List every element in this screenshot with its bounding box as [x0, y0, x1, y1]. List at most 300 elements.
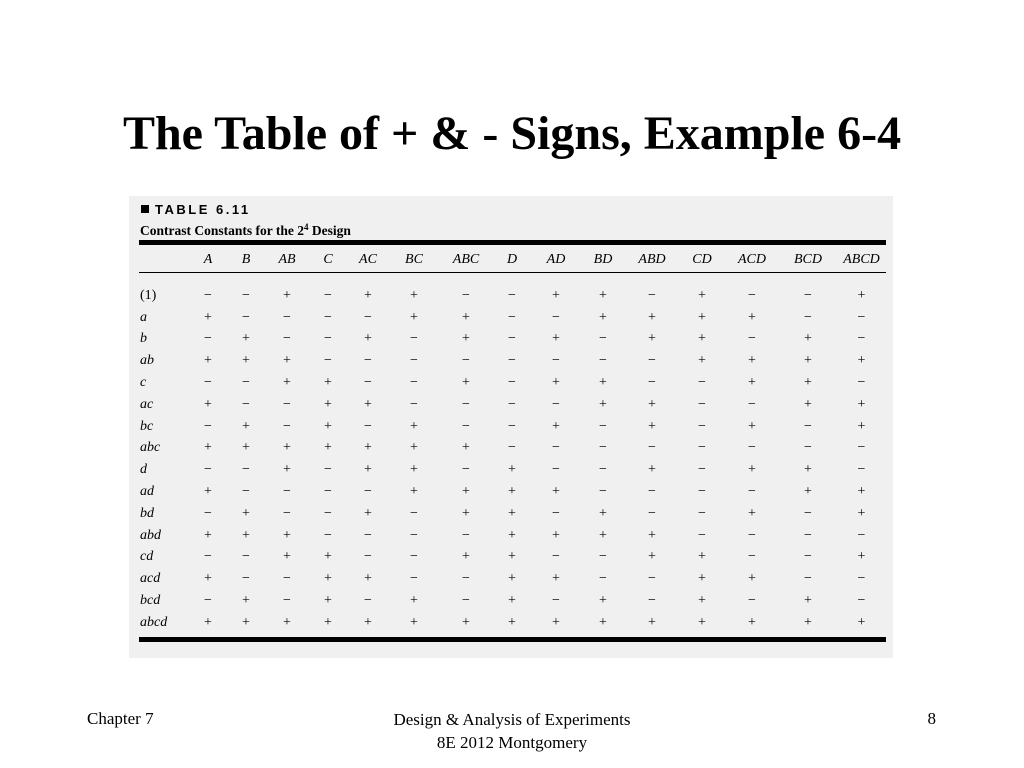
sign-cell: − — [242, 287, 250, 303]
sign-cell: − — [283, 505, 291, 521]
sign-cell: − — [324, 353, 332, 369]
sign-cell: + — [857, 396, 866, 412]
sign-cell: − — [804, 418, 812, 434]
sign-cell: − — [462, 593, 470, 609]
sign-cell: + — [698, 353, 706, 369]
sign-cell: − — [410, 331, 418, 347]
sign-cell: + — [508, 549, 516, 565]
sign-cell: − — [410, 396, 418, 412]
sign-cell: − — [283, 396, 291, 412]
sign-cell: − — [204, 375, 212, 391]
caption-prefix: Contrast Constants for the 2 — [140, 223, 304, 238]
sign-cell: − — [410, 375, 418, 391]
sign-cell: − — [324, 309, 332, 325]
sign-cell: − — [204, 593, 212, 609]
sign-cell: − — [508, 331, 516, 347]
sign-cell: + — [857, 418, 866, 434]
sign-cell: + — [410, 418, 418, 434]
sign-cell: − — [648, 505, 656, 521]
sign-cell: − — [462, 353, 470, 369]
run-label: acd — [140, 571, 161, 587]
sign-cell: + — [410, 614, 418, 630]
sign-cell: + — [748, 505, 756, 521]
sign-cell: − — [698, 462, 706, 478]
table-row — [139, 503, 886, 525]
sign-cell: − — [462, 418, 470, 434]
sign-cell: − — [364, 353, 372, 369]
table-row — [139, 372, 886, 394]
header-row — [139, 247, 886, 273]
table-label — [141, 202, 251, 218]
sign-cell: − — [648, 375, 656, 391]
table-row — [139, 285, 886, 307]
column-header: BC — [405, 252, 423, 267]
sign-cell: − — [552, 396, 560, 412]
footer-page-number: 8 — [927, 709, 936, 728]
contrast-table — [139, 247, 886, 634]
sign-cell: − — [599, 440, 607, 456]
sign-cell: + — [364, 287, 372, 303]
sign-cell: − — [283, 484, 291, 500]
sign-cell: − — [410, 353, 418, 369]
column-header: C — [323, 252, 333, 267]
sign-cell: − — [508, 353, 516, 369]
sign-cell: − — [364, 375, 372, 391]
sign-cell: + — [508, 527, 516, 543]
sign-cell: − — [804, 309, 812, 325]
table-row — [139, 438, 886, 460]
sign-cell: + — [698, 331, 706, 347]
sign-cell: + — [364, 440, 372, 456]
sign-cell: + — [364, 331, 372, 347]
sign-cell: + — [204, 353, 212, 369]
sign-cell: + — [204, 440, 212, 456]
sign-cell: + — [599, 309, 607, 325]
sign-cell: + — [242, 614, 250, 630]
sign-cell: − — [552, 440, 560, 456]
sign-cell: − — [748, 549, 756, 565]
sign-cell: + — [364, 614, 372, 630]
sign-cell: + — [283, 549, 291, 565]
table-row — [139, 329, 886, 351]
run-label: abc — [140, 440, 161, 456]
run-label: abd — [140, 527, 161, 543]
sign-cell: + — [648, 549, 656, 565]
sign-cell: + — [599, 505, 607, 521]
run-label: bcd — [140, 593, 161, 609]
sign-cell: − — [599, 484, 607, 500]
sign-cell: + — [648, 462, 656, 478]
sign-cell: − — [410, 527, 418, 543]
sign-cell: − — [552, 309, 560, 325]
run-label: cd — [140, 549, 154, 565]
sign-cell: − — [508, 309, 516, 325]
column-header: D — [506, 252, 518, 267]
sign-cell: − — [204, 549, 212, 565]
run-label: c — [140, 375, 147, 391]
sign-cell: + — [324, 375, 332, 391]
table-row — [139, 307, 886, 329]
sign-cell: + — [324, 614, 332, 630]
sign-cell: − — [698, 505, 706, 521]
sign-cell: − — [648, 484, 656, 500]
sign-cell: + — [857, 505, 866, 521]
sign-cell: − — [698, 375, 706, 391]
sign-cell: + — [324, 396, 332, 412]
table-body — [139, 273, 886, 634]
sign-cell: + — [242, 331, 250, 347]
sign-cell: + — [410, 484, 418, 500]
sign-cell: − — [804, 440, 812, 456]
sign-cell: + — [283, 375, 291, 391]
sign-cell: + — [462, 375, 470, 391]
run-label: ac — [140, 396, 154, 412]
sign-cell: − — [364, 593, 372, 609]
sign-cell: − — [204, 287, 212, 303]
sign-cell: + — [552, 418, 560, 434]
footer-source-line-2: 8E 2012 Montgomery — [436, 733, 588, 752]
sign-cell: + — [552, 287, 560, 303]
sign-cell: + — [804, 353, 812, 369]
sign-cell: − — [242, 396, 250, 412]
sign-cell: + — [648, 527, 656, 543]
run-label: (1) — [140, 287, 157, 303]
sign-cell: + — [698, 549, 706, 565]
run-label: b — [140, 331, 147, 347]
sign-cell: + — [283, 614, 291, 630]
sign-cell: + — [552, 571, 560, 587]
sign-cell: − — [599, 331, 607, 347]
column-header: ABD — [638, 252, 666, 267]
sign-cell: − — [804, 505, 812, 521]
caption-suffix: Design — [308, 223, 351, 238]
sign-cell: + — [242, 593, 250, 609]
table-panel — [129, 196, 893, 658]
sign-cell: − — [508, 287, 516, 303]
sign-cell: − — [857, 462, 866, 478]
sign-cell: + — [462, 331, 470, 347]
sign-cell: − — [462, 571, 470, 587]
sign-cell: − — [204, 418, 212, 434]
sign-cell: − — [204, 505, 212, 521]
sign-cell: − — [748, 440, 756, 456]
sign-cell: + — [804, 462, 812, 478]
sign-cell: − — [204, 462, 212, 478]
sign-cell: − — [698, 484, 706, 500]
column-header: AC — [359, 252, 377, 267]
sign-cell: − — [552, 549, 560, 565]
sign-cell: − — [508, 375, 516, 391]
sign-cell: + — [324, 593, 332, 609]
sign-cell: + — [748, 375, 756, 391]
sign-cell: − — [364, 549, 372, 565]
sign-cell: + — [857, 614, 866, 630]
sign-cell: + — [857, 353, 866, 369]
sign-cell: − — [804, 571, 812, 587]
sign-cell: − — [804, 287, 812, 303]
sign-cell: − — [648, 353, 656, 369]
sign-cell: − — [857, 527, 866, 543]
sign-cell: + — [242, 440, 250, 456]
sign-cell: + — [324, 418, 332, 434]
sign-cell: − — [599, 418, 607, 434]
sign-cell: − — [748, 287, 756, 303]
sign-cell: − — [283, 331, 291, 347]
sign-cell: − — [857, 571, 866, 587]
sign-cell: − — [748, 484, 756, 500]
run-label: abcd — [140, 614, 168, 630]
run-label: bc — [140, 418, 154, 434]
sign-cell: + — [283, 440, 291, 456]
sign-cell: + — [508, 484, 516, 500]
table-row — [139, 590, 886, 612]
sign-cell: − — [748, 331, 756, 347]
column-header: A — [203, 252, 213, 267]
sign-cell: + — [648, 614, 656, 630]
sign-cell: + — [748, 418, 756, 434]
sign-cell: + — [698, 571, 706, 587]
table-row — [139, 416, 886, 438]
table-label-text: TABLE 6.11 — [155, 202, 251, 217]
sign-cell: + — [462, 309, 470, 325]
table-top-rule — [139, 240, 886, 245]
sign-cell: − — [857, 331, 866, 347]
footer-chapter: Chapter 7 — [87, 709, 154, 728]
sign-cell: − — [552, 462, 560, 478]
sign-cell: + — [204, 614, 212, 630]
sign-cell: + — [748, 462, 756, 478]
sign-cell: − — [242, 309, 250, 325]
sign-cell: − — [648, 287, 656, 303]
sign-cell: + — [508, 505, 516, 521]
column-header: ACD — [738, 252, 766, 267]
spacer-row — [139, 273, 886, 285]
table-row — [139, 612, 886, 634]
sign-cell: − — [242, 571, 250, 587]
sign-cell: + — [599, 593, 607, 609]
sign-cell: + — [462, 614, 470, 630]
sign-cell: + — [857, 484, 866, 500]
sign-cell: − — [242, 375, 250, 391]
footer-source-line-1: Design & Analysis of Experiments — [393, 710, 631, 729]
sign-cell: − — [283, 593, 291, 609]
sign-cell: + — [804, 331, 812, 347]
sign-cell: + — [462, 549, 470, 565]
sign-cell: + — [364, 396, 372, 412]
sign-cell: + — [283, 353, 291, 369]
sign-cell: + — [508, 614, 516, 630]
run-header — [139, 247, 189, 273]
sign-cell: − — [698, 396, 706, 412]
sign-cell: − — [748, 527, 756, 543]
sign-cell: + — [508, 462, 516, 478]
sign-cell: − — [508, 396, 516, 412]
sign-cell: − — [857, 440, 866, 456]
sign-cell: − — [410, 505, 418, 521]
sign-cell: − — [552, 353, 560, 369]
sign-cell: + — [599, 375, 607, 391]
sign-cell: + — [804, 593, 812, 609]
sign-cell: + — [698, 287, 706, 303]
table-caption — [140, 222, 351, 239]
sign-cell: + — [648, 331, 656, 347]
sign-cell: − — [410, 571, 418, 587]
sign-cell: + — [552, 614, 560, 630]
sign-cell: + — [462, 484, 470, 500]
sign-cell: + — [364, 505, 372, 521]
sign-cell: + — [410, 287, 418, 303]
table-row — [139, 525, 886, 547]
sign-cell: + — [599, 614, 607, 630]
sign-cell: − — [748, 396, 756, 412]
sign-cell: + — [648, 418, 656, 434]
run-label: bd — [140, 505, 154, 521]
sign-cell: − — [462, 462, 470, 478]
sign-cell: − — [648, 571, 656, 587]
sign-cell: − — [599, 571, 607, 587]
footer-source — [312, 708, 712, 754]
sign-cell: + — [462, 440, 470, 456]
sign-cell: + — [364, 462, 372, 478]
sign-cell: − — [857, 593, 866, 609]
sign-cell: − — [698, 440, 706, 456]
sign-cell: − — [462, 287, 470, 303]
sign-cell: − — [648, 593, 656, 609]
sign-cell: + — [324, 549, 332, 565]
sign-cell: + — [283, 527, 291, 543]
sign-cell: + — [552, 375, 560, 391]
sign-cell: − — [804, 527, 812, 543]
sign-cell: − — [857, 309, 866, 325]
sign-cell: − — [698, 527, 706, 543]
sign-cell: + — [410, 440, 418, 456]
sign-cell: − — [599, 462, 607, 478]
column-header: BCD — [794, 252, 822, 267]
column-header: AB — [278, 252, 296, 267]
column-header: ABCD — [843, 252, 880, 267]
sign-cell: − — [599, 353, 607, 369]
sign-cell: − — [364, 484, 372, 500]
sign-cell: − — [698, 418, 706, 434]
sign-cell: + — [204, 396, 212, 412]
sign-cell: + — [552, 484, 560, 500]
sign-cell: + — [698, 593, 706, 609]
sign-cell: + — [283, 462, 291, 478]
sign-cell: + — [804, 375, 812, 391]
run-label: ab — [140, 353, 154, 369]
sign-cell: + — [324, 571, 332, 587]
slide-title: The Table of + & - Signs, Example 6-4 — [122, 107, 902, 160]
sign-cell: − — [324, 484, 332, 500]
sign-cell: − — [242, 484, 250, 500]
table-row — [139, 568, 886, 590]
sign-cell: + — [857, 549, 866, 565]
sign-cell: + — [283, 287, 291, 303]
sign-cell: + — [648, 396, 656, 412]
sign-cell: + — [410, 462, 418, 478]
sign-cell: − — [364, 309, 372, 325]
sign-cell: + — [857, 287, 866, 303]
sign-cell: − — [648, 440, 656, 456]
sign-cell: + — [748, 614, 756, 630]
sign-cell: − — [599, 549, 607, 565]
sign-cell: + — [804, 396, 812, 412]
sign-cell: − — [748, 593, 756, 609]
sign-cell: + — [508, 593, 516, 609]
sign-cell: + — [599, 527, 607, 543]
sign-cell: + — [324, 440, 332, 456]
table-bottom-rule — [139, 637, 886, 642]
column-header: CD — [692, 252, 712, 267]
table-row — [139, 547, 886, 569]
sign-cell: − — [283, 571, 291, 587]
sign-cell: + — [552, 331, 560, 347]
sign-cell: + — [242, 353, 250, 369]
sign-cell: + — [364, 571, 372, 587]
sign-cell: + — [204, 484, 212, 500]
header-rule — [139, 272, 886, 273]
run-label: ad — [140, 484, 154, 500]
sign-cell: + — [804, 484, 812, 500]
sign-cell: − — [364, 418, 372, 434]
sign-cell: − — [552, 505, 560, 521]
sign-cell: + — [648, 309, 656, 325]
run-label: d — [140, 462, 147, 478]
table-row — [139, 350, 886, 372]
sign-cell: + — [508, 571, 516, 587]
sign-cell: + — [698, 614, 706, 630]
sign-cell: + — [748, 309, 756, 325]
sign-cell: − — [462, 527, 470, 543]
sign-cell: − — [552, 593, 560, 609]
sign-cell: − — [410, 549, 418, 565]
sign-cell: − — [508, 418, 516, 434]
column-header: AD — [546, 252, 566, 267]
sign-cell: + — [552, 527, 560, 543]
sign-cell: − — [283, 309, 291, 325]
sign-cell: − — [508, 440, 516, 456]
column-header: ABC — [452, 252, 480, 267]
sign-cell: + — [242, 505, 250, 521]
bullet-square-icon — [141, 205, 149, 213]
sign-cell: − — [324, 505, 332, 521]
sign-cell: + — [204, 309, 212, 325]
sign-cell: + — [599, 287, 607, 303]
sign-cell: − — [242, 549, 250, 565]
sign-cell: − — [857, 375, 866, 391]
sign-cell: − — [283, 418, 291, 434]
sign-cell: + — [242, 527, 250, 543]
sign-cell: − — [242, 462, 250, 478]
run-label: a — [140, 309, 147, 325]
sign-cell: + — [204, 571, 212, 587]
sign-cell: + — [748, 353, 756, 369]
sign-cell: + — [410, 593, 418, 609]
sign-cell: − — [324, 331, 332, 347]
sign-cell: + — [748, 571, 756, 587]
sign-cell: − — [324, 287, 332, 303]
sign-cell: + — [698, 309, 706, 325]
table-row — [139, 481, 886, 503]
sign-cell: − — [324, 462, 332, 478]
sign-cell: − — [462, 396, 470, 412]
column-header: B — [241, 252, 251, 267]
sign-cell: + — [804, 614, 812, 630]
sign-cell: − — [324, 527, 332, 543]
caption-exponent: 4 — [304, 222, 309, 232]
table-row — [139, 394, 886, 416]
sign-cell: − — [204, 331, 212, 347]
